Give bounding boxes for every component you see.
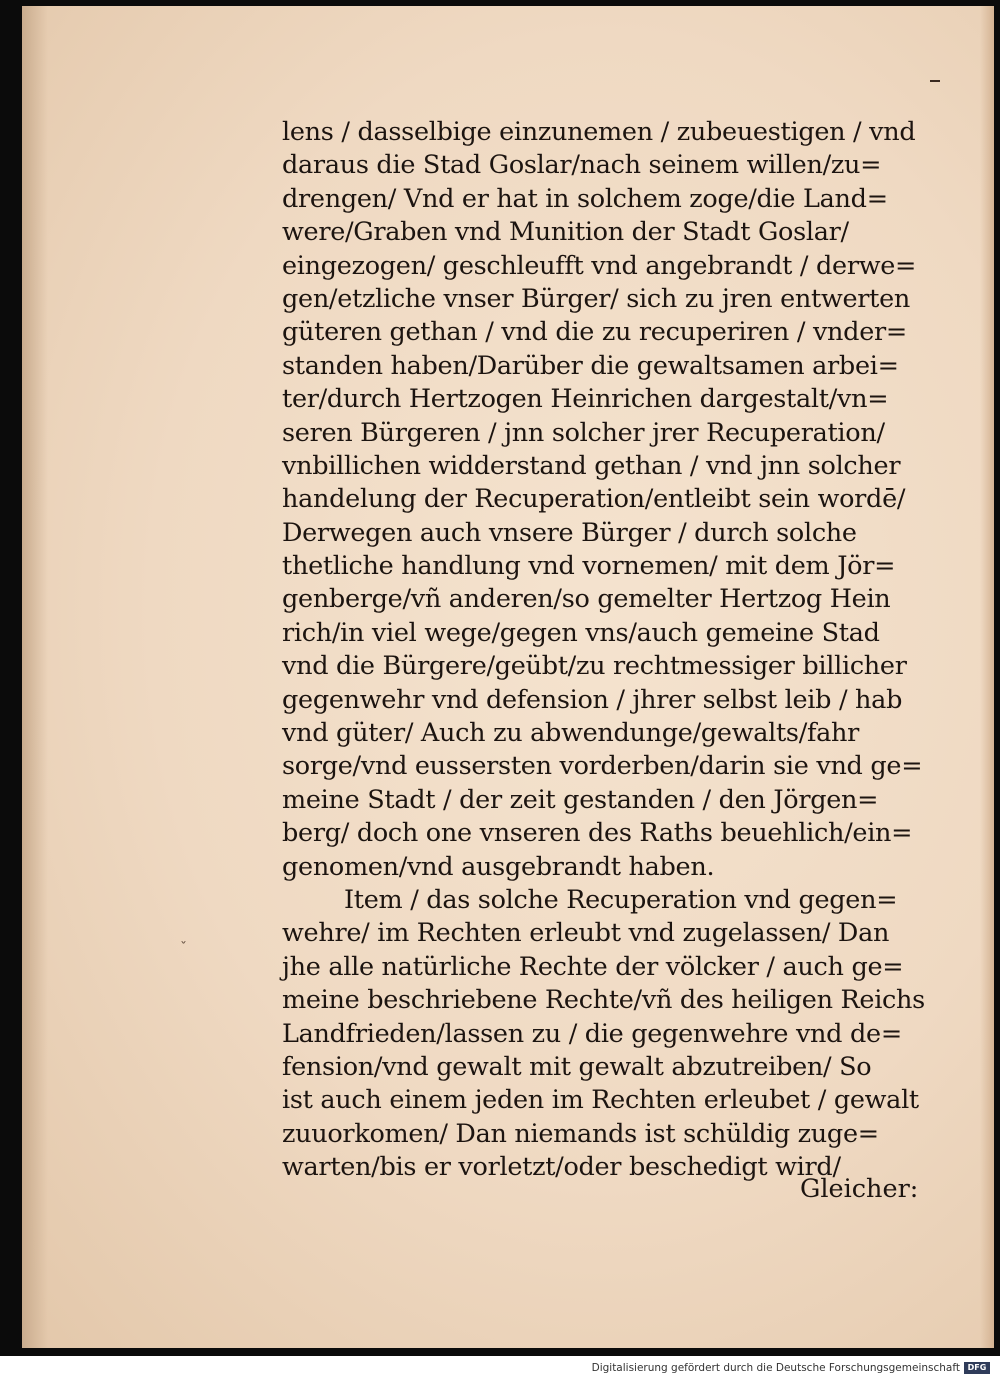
text-line: rich/in viel wege/gegen vns/auch gemeine Stad <box>282 617 880 648</box>
text-line: wehre/ im Rechten erleubt vnd zugelassen/ Dan <box>282 918 890 949</box>
text-line: Landfrieden/lassen zu / die gegenwehre vnd de= <box>282 1018 902 1049</box>
text-line: eingezogen/ geschleufft vnd angebrandt / derwe= <box>282 250 917 281</box>
text-line: meine beschriebene Rechte/vñ des heiligen Reichs <box>282 985 925 1016</box>
text-line: genberge/vñ anderen/so gemelter Hertzog Hein <box>282 584 891 615</box>
text-line: daraus die Stad Goslar/nach seinem willen/zu= <box>282 150 882 181</box>
text-line: vnbillichen widderstand gethan / vnd jnn solcher <box>282 450 901 481</box>
text-line: seren Bürgeren / jnn solcher jrer Recuperation/ <box>282 417 885 448</box>
text-line: berg/ doch one vnseren des Raths beuehlich/ein= <box>282 818 913 849</box>
margin-speck: ˇ <box>180 940 187 956</box>
text-line: vnd güter/ Auch zu abwendunge/gewalts/fahr <box>282 718 860 749</box>
footer-bar <box>0 1356 1000 1380</box>
text-line: zuuorkomen/ Dan niemands ist schüldig zuge= <box>282 1118 879 1149</box>
text-line: handelung der Recuperation/entleibt sein wordē/ <box>282 484 906 515</box>
text-line: güteren gethan / vnd die zu recuperiren / vnder= <box>282 317 907 348</box>
text-line: were/Graben vnd Munition der Stadt Goslar/ <box>282 217 849 248</box>
text-line: gegenwehr vnd defension / jhrer selbst leib / hab <box>282 684 903 715</box>
text-line: thetliche handlung vnd vornemen/ mit dem Jör= <box>282 551 896 582</box>
text-line: ter/durch Hertzogen Heinrichen dargestalt/vn= <box>282 384 889 415</box>
text-line: gen/etzliche vnser Bürger/ sich zu jren entwerten <box>282 283 911 314</box>
text-line: warten/bis er vorletzt/oder beschedigt wird/ <box>282 1152 841 1183</box>
page-corner-mark <box>930 80 940 82</box>
text-line: ist auch einem jeden im Rechten erleubet / gewalt <box>282 1085 919 1116</box>
footer-credit: Digitalisierung gefördert durch die Deutsche Forschungsgemeinschaft <box>591 1362 960 1374</box>
page-gutter-shadow <box>22 6 48 1348</box>
catchword: Gleicher: <box>800 1174 919 1204</box>
text-line: jhe alle natürliche Rechte der völcker / auch ge= <box>282 951 904 982</box>
text-line: standen haben/Darüber die gewaltsamen arbei= <box>282 350 899 381</box>
text-line: Item / das solche Recuperation vnd gegen= <box>344 884 898 915</box>
text-line: Derwegen auch vnsere Bürger / durch solche <box>282 517 857 548</box>
text-line: drengen/ Vnd er hat in solchem zoge/die Land= <box>282 183 888 214</box>
text-line: genomen/vnd ausgebrandt haben. <box>282 851 715 882</box>
body-text <box>282 116 942 1185</box>
dfg-logo-icon: DFG <box>964 1362 990 1374</box>
page-right-edge-shadow <box>980 6 994 1348</box>
text-line: fension/vnd gewalt mit gewalt abzutreiben/ So <box>282 1051 872 1082</box>
text-line: vnd die Bürgere/geübt/zu rechtmessiger billicher <box>282 651 907 682</box>
text-line: sorge/vnd eussersten vorderben/darin sie vnd ge= <box>282 751 923 782</box>
text-line: meine Stadt / der zeit gestanden / den Jörgen= <box>282 784 879 815</box>
text-line: lens / dasselbige einzunemen / zubeuestigen / vnd <box>282 117 916 147</box>
